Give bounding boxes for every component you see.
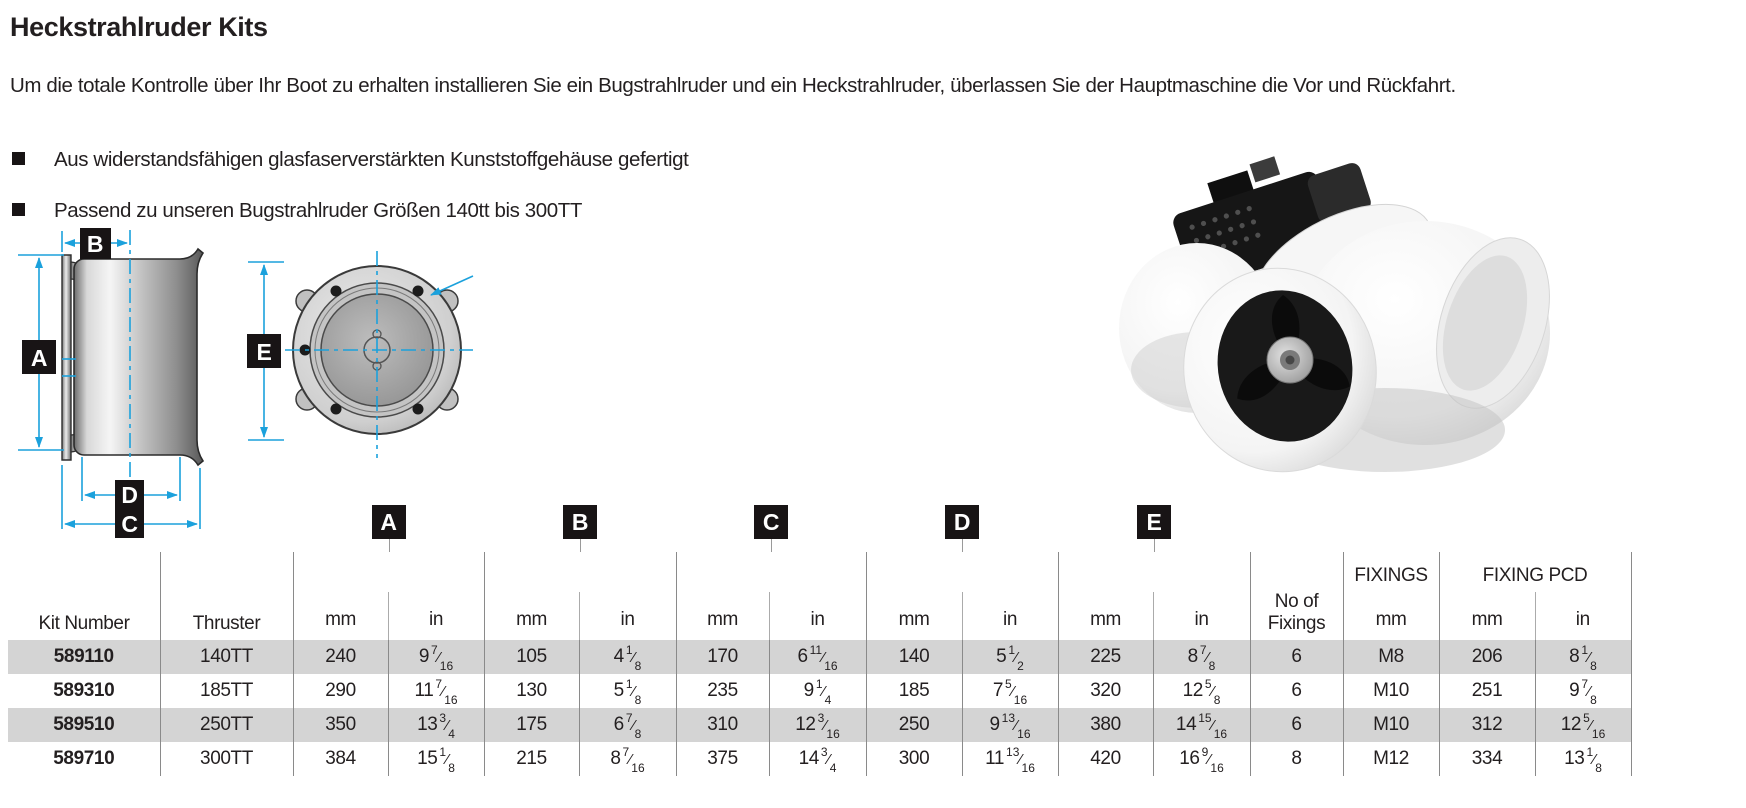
value-cell: 334 — [1439, 742, 1535, 776]
dim-box-c: C — [754, 505, 788, 539]
value-cell: 384 — [293, 742, 388, 776]
column-group-b — [484, 497, 676, 592]
unit-header-in: in — [962, 592, 1058, 640]
feature-text: Aus widerstandsfähigen glasfaserverstärkten Kunststoffgehäuse gefertigt — [54, 148, 689, 171]
value-cell: 250TT — [160, 708, 293, 742]
value-cell: M8 — [1343, 640, 1439, 674]
tunnel-body — [74, 249, 203, 465]
value-cell: 380 — [1058, 708, 1153, 742]
value-cell: 12 $^5⁄_{16}$ — [1535, 708, 1631, 742]
intro-paragraph: Um die totale Kontrolle über Ihr Boot zu erhalten installieren Sie ein Bugstrahlruder und ein Heckstrahlruder, überlassen Sie der Hauptmaschine die Vor und Rückfahrt. — [10, 74, 1456, 97]
unit-header-mm: mm — [484, 592, 579, 640]
value-cell: 11 $^7⁄_{16}$ — [388, 674, 484, 708]
unit-header-in: in — [388, 592, 484, 640]
table-body — [8, 640, 1631, 776]
value-cell: 6 $^7⁄_8$ — [579, 708, 676, 742]
column-header-no-of-fixings: No of Fixings — [1250, 497, 1343, 640]
product-photo — [1085, 138, 1565, 483]
unit-header-in: in — [579, 592, 676, 640]
value-cell: 6 $^{11}⁄_{16}$ — [769, 640, 866, 674]
column-header-fixings: FIXINGS — [1343, 497, 1439, 592]
column-header-fixing-pcd: FIXING PCD — [1439, 497, 1631, 592]
table-row — [8, 742, 1631, 776]
feature-bullet — [10, 199, 688, 223]
feature-text: Passend zu unseren Bugstrahlruder Größen 140tt bis 300TT — [54, 199, 582, 222]
value-cell: 140 — [866, 640, 962, 674]
front-view-diagram — [240, 250, 475, 460]
value-cell: 8 $^7⁄_{16}$ — [579, 742, 676, 776]
bullet-square-icon — [12, 152, 25, 165]
value-cell: 420 — [1058, 742, 1153, 776]
column-group-c — [676, 497, 866, 592]
value-cell: 6 — [1250, 708, 1343, 742]
value-cell: 310 — [676, 708, 769, 742]
value-cell: 8 — [1250, 742, 1343, 776]
value-cell: 14 $^{15}⁄_{16}$ — [1153, 708, 1250, 742]
value-cell: 8 $^7⁄_8$ — [1153, 640, 1250, 674]
value-cell: 4 $^1⁄_8$ — [579, 640, 676, 674]
dim-label-b: B — [86, 231, 104, 257]
value-cell: M10 — [1343, 674, 1439, 708]
value-cell: 250 — [866, 708, 962, 742]
value-cell: 290 — [293, 674, 388, 708]
unit-header-in: in — [1535, 592, 1631, 640]
table-row — [8, 708, 1631, 742]
dim-box-d: D — [945, 505, 979, 539]
flange-profile — [62, 255, 71, 460]
value-cell: 240 — [293, 640, 388, 674]
value-cell: 12 $^5⁄_8$ — [1153, 674, 1250, 708]
value-cell: 312 — [1439, 708, 1535, 742]
dim-label-d: D — [121, 482, 138, 508]
value-cell: 320 — [1058, 674, 1153, 708]
value-cell: 5 $^1⁄_2$ — [962, 640, 1058, 674]
value-cell: 16 $^9⁄_{16}$ — [1153, 742, 1250, 776]
value-cell: 251 — [1439, 674, 1535, 708]
page-title: Heckstrahlruder Kits — [10, 12, 268, 42]
unit-header-mm: mm — [1343, 592, 1439, 640]
value-cell: 235 — [676, 674, 769, 708]
value-cell: M10 — [1343, 708, 1439, 742]
spec-table — [8, 497, 1632, 776]
column-group-e — [1058, 497, 1250, 592]
value-cell: 185 — [866, 674, 962, 708]
value-cell: 6 — [1250, 674, 1343, 708]
bullet-square-icon — [12, 203, 25, 216]
value-cell: 15 $^1⁄_8$ — [388, 742, 484, 776]
unit-header-mm: mm — [1058, 592, 1153, 640]
value-cell: 6 — [1250, 640, 1343, 674]
kit-number-cell: 589310 — [53, 680, 115, 701]
value-cell: 300TT — [160, 742, 293, 776]
value-cell: 350 — [293, 708, 388, 742]
value-cell: 9 $^7⁄_8$ — [1535, 674, 1631, 708]
kit-number-cell: 589710 — [53, 748, 115, 769]
column-header-thruster: Thruster — [160, 497, 293, 640]
table-row — [8, 640, 1631, 674]
dim-box-e: E — [1137, 505, 1171, 539]
value-cell: 215 — [484, 742, 579, 776]
column-group-a — [293, 497, 484, 592]
value-cell: 12 $^3⁄_{16}$ — [769, 708, 866, 742]
dim-label-e: E — [256, 339, 272, 365]
dim-box-a: A — [372, 505, 406, 539]
value-cell: 11 $^{13}⁄_{16}$ — [962, 742, 1058, 776]
value-cell: M12 — [1343, 742, 1439, 776]
dim-label-a: A — [30, 345, 48, 371]
value-cell: 105 — [484, 640, 579, 674]
unit-header-mm: mm — [866, 592, 962, 640]
value-cell: 170 — [676, 640, 769, 674]
kit-number-cell: 589110 — [53, 646, 114, 667]
dim-box-b: B — [563, 505, 597, 539]
feature-bullet — [10, 148, 688, 172]
column-header-kit-number: Kit Number — [38, 613, 130, 634]
value-cell: 9 $^{13}⁄_{16}$ — [962, 708, 1058, 742]
value-cell: 206 — [1439, 640, 1535, 674]
value-cell: 9 $^7⁄_{16}$ — [388, 640, 484, 674]
unit-header-mm: mm — [1439, 592, 1535, 640]
value-cell: 225 — [1058, 640, 1153, 674]
value-cell: 9 $^1⁄_4$ — [769, 674, 866, 708]
value-cell: 130 — [484, 674, 579, 708]
column-group-d — [866, 497, 1058, 592]
unit-header-in: in — [1153, 592, 1250, 640]
unit-header-mm: mm — [293, 592, 388, 640]
value-cell: 7 $^5⁄_{16}$ — [962, 674, 1058, 708]
value-cell: 5 $^1⁄_8$ — [579, 674, 676, 708]
unit-header-mm: mm — [676, 592, 769, 640]
value-cell: 185TT — [160, 674, 293, 708]
kit-number-cell: 589510 — [53, 714, 115, 735]
value-cell: 13 $^3⁄_4$ — [388, 708, 484, 742]
value-cell: 8 $^1⁄_8$ — [1535, 640, 1631, 674]
value-cell: 300 — [866, 742, 962, 776]
unit-header-in: in — [769, 592, 866, 640]
dim-label-c: C — [121, 511, 138, 537]
value-cell: 14 $^3⁄_4$ — [769, 742, 866, 776]
value-cell: 13 $^1⁄_8$ — [1535, 742, 1631, 776]
value-cell: 375 — [676, 742, 769, 776]
value-cell: 175 — [484, 708, 579, 742]
table-row — [8, 674, 1631, 708]
value-cell: 140TT — [160, 640, 293, 674]
